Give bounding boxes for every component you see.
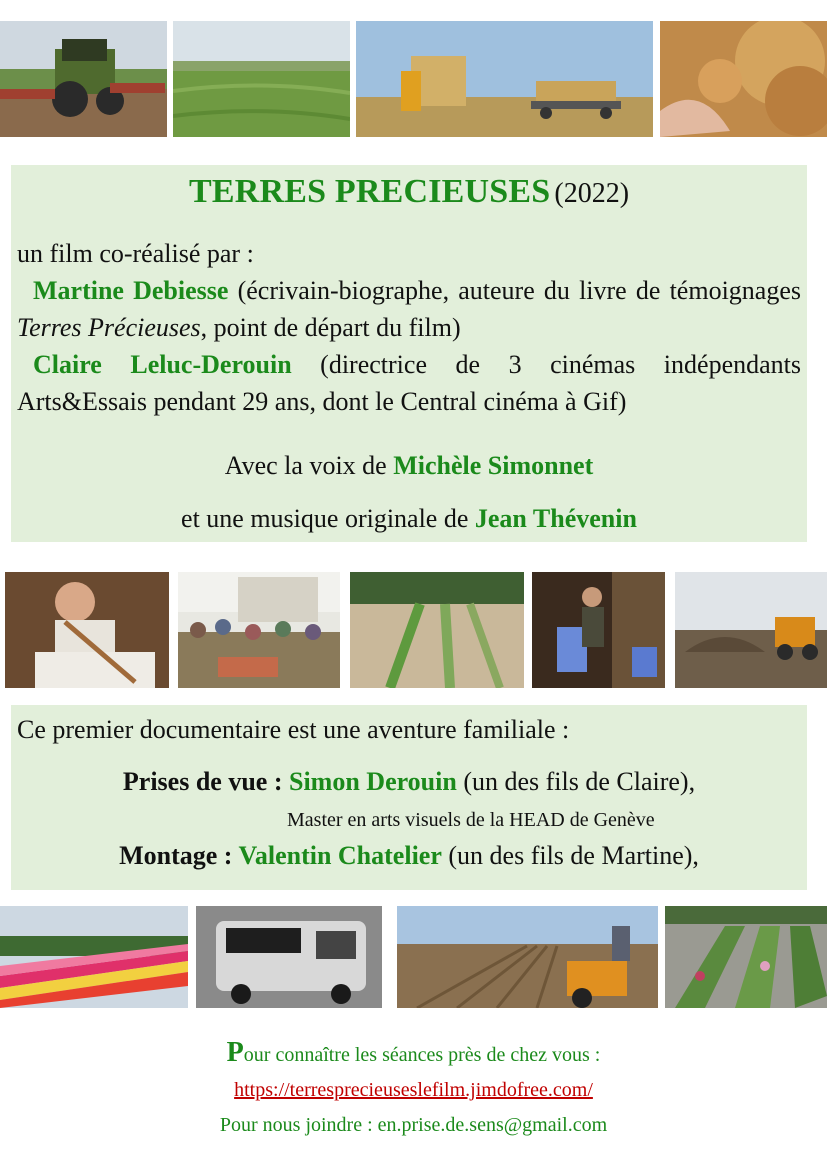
director2-paragraph (17, 346, 801, 420)
kneading-dough-photo (5, 572, 169, 688)
camera-label: Prises de vue : (122, 767, 289, 796)
film-title: TERRES PRECIEUSES (188, 173, 551, 210)
music-name: Jean Thévenin (474, 504, 637, 533)
music-credit (11, 504, 807, 534)
director1-desc-a: (écrivain-biographe, auteure du livre de témoignages (228, 276, 801, 305)
hay-bales-photo (356, 21, 653, 137)
codirectors-intro (17, 235, 801, 272)
film-title-line (11, 173, 807, 211)
wheat-grain-hands-photo (660, 21, 827, 137)
barn-feeding-photo (532, 572, 665, 688)
music-prefix: et une musique originale de (181, 504, 475, 533)
crew-intro (17, 711, 801, 748)
crew-intro-text: Ce premier documentaire est une aventure familiale : (17, 715, 570, 744)
editing-desc: (un des fils de Martine), (441, 841, 699, 870)
screenings-lead (0, 1037, 827, 1069)
website-link[interactable]: https://terresprecieuseslefilm.jimdofree.com/ (234, 1079, 593, 1101)
plant-nursery-photo (665, 906, 827, 1008)
director2-name: Claire Leluc-Derouin (33, 350, 292, 379)
contact-email: Pour nous joindre : en.prise.de.sens@gmail.com (219, 1114, 608, 1136)
tulip-field-photo (0, 906, 188, 1008)
editing-label: Montage : (119, 841, 239, 870)
tractor-field-photo (0, 21, 167, 137)
voice-credit (11, 451, 807, 481)
editing-name: Valentin Chatelier (238, 841, 442, 870)
voice-prefix: Avec la voix de (224, 451, 394, 480)
voice-name: Michèle Simonnet (393, 451, 594, 480)
screenings-lead-text: our connaître les séances près de chez vous : (243, 1044, 601, 1066)
director1-book-title: Terres Précieuses (17, 313, 201, 342)
crew-panel (11, 705, 807, 890)
vegetable-rows-photo (350, 572, 524, 688)
camera-desc: (un des fils de Claire), (456, 767, 696, 796)
codirectors-label: un film co-réalisé par : (17, 239, 254, 268)
camera-note: Master en arts visuels de la HEAD de Genève (287, 809, 655, 831)
compost-machinery-photo (675, 572, 827, 688)
film-intro-panel (11, 165, 807, 542)
film-year: (2022) (554, 178, 630, 209)
director2-desc: (directrice de 3 cinémas indépendants Arts&Essais pendant 29 ans, dont le Central cinéma à Gif) (17, 350, 801, 416)
green-field-photo (173, 21, 350, 137)
camera-name: Simon Derouin (288, 767, 457, 796)
editing-credit (11, 841, 807, 871)
director1-name: Martine Debiesse (33, 276, 229, 305)
website-link-line (0, 1079, 827, 1102)
screenings-lead-initial: P (226, 1037, 244, 1068)
farm-market-crowd-photo (178, 572, 340, 688)
director1-desc-b: , point de départ du film) (200, 313, 461, 342)
vintage-dairy-van-photo (196, 906, 382, 1008)
camera-credit (11, 767, 807, 797)
orange-tractor-furrows-photo (397, 906, 658, 1008)
director1-paragraph (17, 272, 801, 346)
